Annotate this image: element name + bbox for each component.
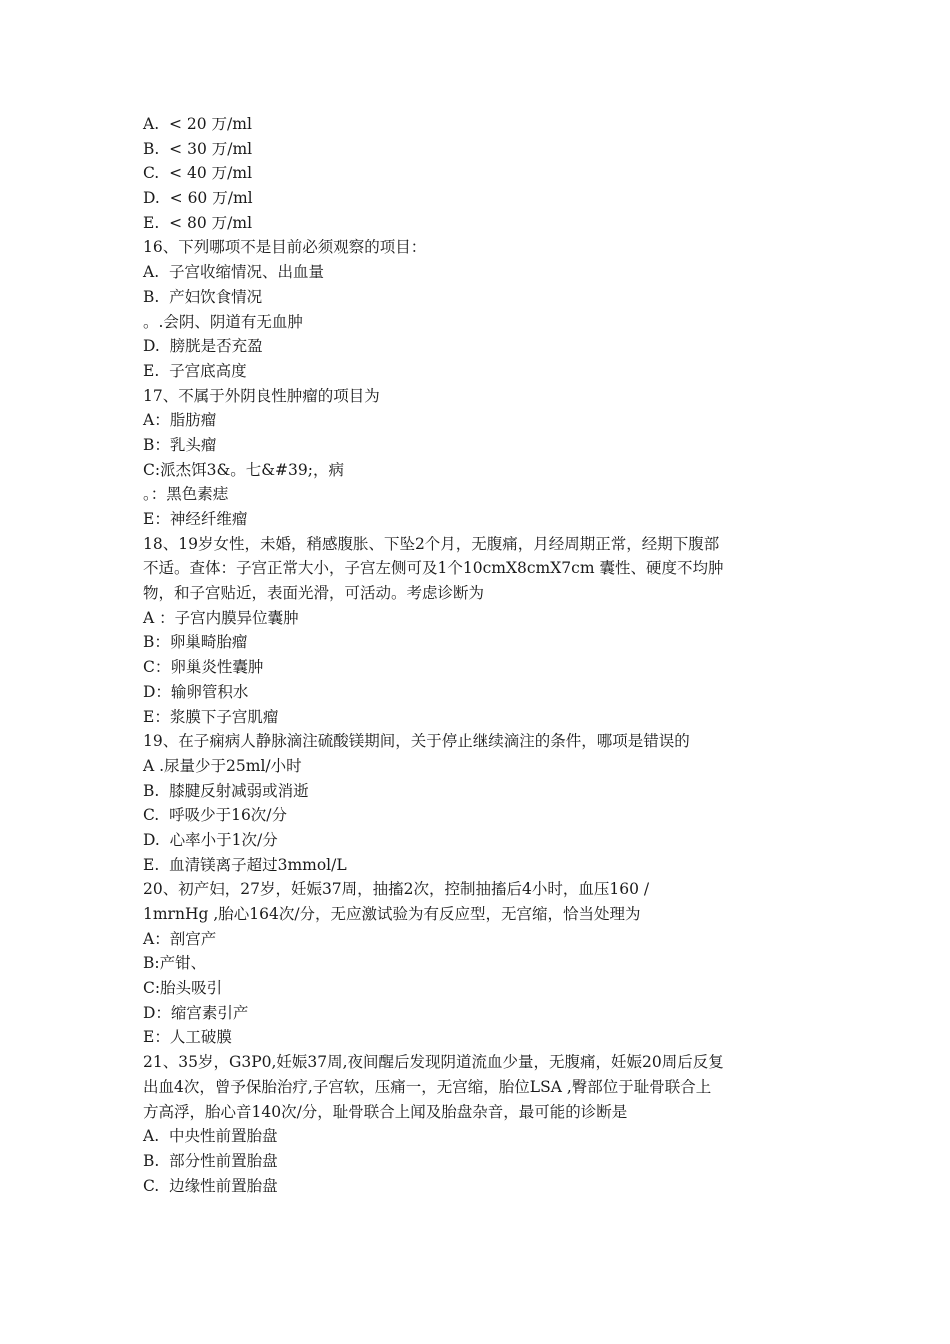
question-21: 21、35岁，G3P0,妊娠37周,夜间醒后发现阴道流血少量，无腹痛，妊娠20周后反复 (143, 1053, 724, 1072)
option-line: 。.会阴、阴道有无血肿 (143, 312, 303, 331)
question-16: 16、下列哪项不是目前必须观察的项目： (143, 238, 427, 257)
option-line: A：剖宫产 (143, 929, 217, 948)
question-21-continued: 出血4次，曾予保胎治疗,子宫软，压痛一，无宫缩，胎位LSA ,臀部位于耻骨联合上 (143, 1077, 712, 1096)
option-line: E：人工破膜 (143, 1028, 232, 1047)
option-line: A. 中央性前置胎盘 (143, 1127, 278, 1146)
option-line: B. 产妇饮食情况 (143, 287, 263, 306)
question-19: 19、在子痫病人静脉滴注硫酸镁期间，关于停止继续滴注的条件，哪项是错误的 (143, 732, 690, 751)
option-line: B：卵巢畸胎瘤 (143, 633, 248, 652)
option-line: A ：子宫内膜异位囊肿 (143, 608, 299, 627)
question-20-continued: 1mrnHg ,胎心164次/分，无应激试验为有反应型，无宫缩，恰当处理为 (143, 905, 641, 923)
option-line: E：神经纤维瘤 (143, 510, 248, 528)
question-17: 17、不属于外阴良性肿瘤的项目为 (143, 386, 380, 405)
option-line: B. 部分性前置胎盘 (143, 1151, 278, 1170)
option-line: B:产钳、 (143, 954, 207, 973)
option-line: C. < 40 万/ml (143, 164, 253, 183)
option-line: C:胎头吸引 (143, 979, 223, 998)
option-line: E. 子宫底高度 (143, 361, 247, 380)
option-line: A. < 20 万/ml (143, 115, 252, 133)
option-line: E：浆膜下子宫肌瘤 (143, 707, 279, 726)
option-line: C：卵巢炎性囊肿 (143, 658, 264, 677)
question-20: 20、初产妇，27岁，妊娠37周，抽搐2次，控制抽搐后4小时，血压160 / (143, 880, 650, 899)
option-line: D：输卵管积水 (143, 682, 249, 701)
option-line: A .尿量少于25ml/小时 (143, 756, 302, 775)
question-18-continued: 不适。查体：子宫正常大小，子宫左侧可及1个10cmX8cmX7cm 囊性、硬度不均肿 (143, 559, 724, 578)
option-line: D. < 60 万/ml (143, 189, 253, 208)
option-line: E. < 80 万/ml (143, 213, 253, 232)
option-line: A. 子宫收缩情况、出血量 (143, 263, 324, 282)
option-line: D：缩宫素引产 (143, 1003, 249, 1022)
option-line: B. 膝腱反射减弱或消逝 (143, 781, 309, 800)
question-18: 18、19岁女性，未婚，稍感腹胀、下坠2个月，无腹痛，月经周期正常，经期下腹部 (143, 534, 720, 553)
option-line: E. 血清镁离子超过3mmol/L (143, 855, 347, 874)
document-body (143, 112, 823, 1198)
question-21-continued: 方高浮，胎心音140次/分，耻骨联合上闻及胎盘杂音，最可能的诊断是 (143, 1102, 628, 1121)
option-line: C. 呼吸少于16次/分 (143, 806, 288, 825)
option-line: A：脂肪瘤 (143, 411, 217, 430)
option-line: 。：黑色素痣 (143, 485, 229, 504)
question-18-continued: 物，和子宫贴近，表面光滑，可活动。考虑诊断为 (143, 584, 485, 603)
option-line: D. 膀胱是否充盈 (143, 337, 263, 356)
option-line: B. < 30 万/ml (143, 139, 253, 158)
option-line: C. 边缘性前置胎盘 (143, 1176, 278, 1195)
option-line: D. 心率小于1次/分 (143, 830, 278, 849)
option-line: C:派杰饵3&。七&#39;，病 (143, 460, 344, 479)
option-line: B：乳头瘤 (143, 435, 217, 454)
